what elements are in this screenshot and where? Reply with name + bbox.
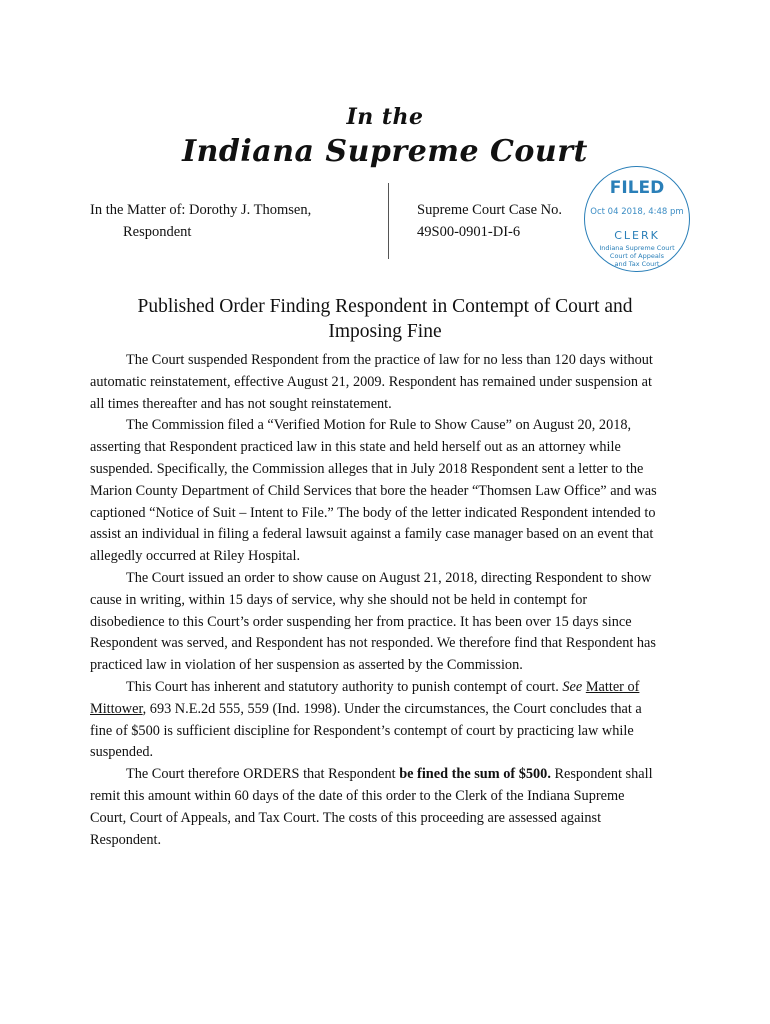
stamp-filed: FILED [609, 178, 665, 198]
court-header-line1: In the [346, 104, 424, 130]
paragraph-5 [90, 764, 662, 851]
order-title-line2: Imposing Fine [328, 321, 442, 342]
paragraph-4-text-a: This Court has inherent and statutory authority to punish contempt of court. [126, 678, 563, 695]
paragraph-4-text-b: , 693 N.E.2d 555, 559 (Ind. 1998). Under the circumstances, the Court concludes that a fine of $500 is sufficient discipline for Respondent’s contempt of court by practicing law while suspended. [90, 700, 642, 761]
case-number: 49S00-0901-DI-6 [417, 224, 521, 240]
paragraph-1: The Court suspended Respondent from the practice of law for no less than 120 days without automatic reinstatement, effective August 21, 2009. Respondent has remained under suspension at all times thereafter and has not sought reinstatement. [90, 352, 653, 412]
case-number-label: Supreme Court Case No. [417, 202, 562, 218]
order-title [0, 294, 770, 344]
stamp-court-line-2: Court of Appeals [609, 252, 665, 260]
stamp-court-line-1: Indiana Supreme Court [599, 244, 675, 252]
paragraph-5-text-a: The Court therefore ORDERS that Respondent [126, 766, 400, 783]
paragraph-2: The Commission filed a “Verified Motion for Rule to Show Cause” on August 20, 2018, asserting that Respondent practiced law in this state and held herself out as an attorney while suspended. Specifically, the Commission alleges that in July 2018 Respondent sent a letter to the Marion County Department of Child Services that bore the header “Thomsen Law Office” and was captioned “Notice of Suit – Intent to File.” The body of the letter indicated Respondent intended to assist an individual in filing a federal lawsuit against a family case manager based on an event that allegedly occurred at Riley Hospital. [90, 417, 657, 565]
case-caption-number [417, 199, 562, 243]
court-header-title: Indiana Supreme Court [182, 134, 588, 169]
paragraph-3: The Court issued an order to show cause on August 21, 2018, directing Respondent to show cause in writing, within 15 days of service, why she should not be held in contempt for disobedience to this Court’s order suspending her from practice. It has been over 15 days since Respondent was served, and Respondent has not responded. We therefore find that Respondent has practiced law in violation of her suspension as asserted by the Commission. [90, 569, 656, 674]
stamp-court-line-3: and Tax Court [614, 260, 660, 268]
order-body [90, 350, 662, 851]
order-title-line1: Published Order Finding Respondent in Contempt of Court and [137, 296, 633, 317]
paragraph-5-text-b: Respondent shall remit this amount within 60 days of the date of this order to the Clerk of the Indiana Supreme Court, Court of Appeals, and Tax Court. The costs of this proceeding are assessed against Respondent. [90, 766, 653, 848]
respondent-label: Respondent [123, 224, 192, 240]
stamp-date: Oct 04 2018, 4:48 pm [590, 207, 684, 217]
stamp-clerk: CLERK [614, 229, 660, 242]
caption-divider [388, 183, 389, 259]
see-signal: See [562, 678, 583, 695]
fine-amount: be fined the sum of $500. [399, 766, 551, 783]
case-citation: Matter of Mittower [90, 678, 640, 717]
case-caption-matter [90, 199, 311, 243]
matter-line: In the Matter of: Dorothy J. Thomsen, [90, 202, 312, 218]
paragraph-4 [90, 677, 662, 764]
filed-stamp [584, 166, 690, 272]
